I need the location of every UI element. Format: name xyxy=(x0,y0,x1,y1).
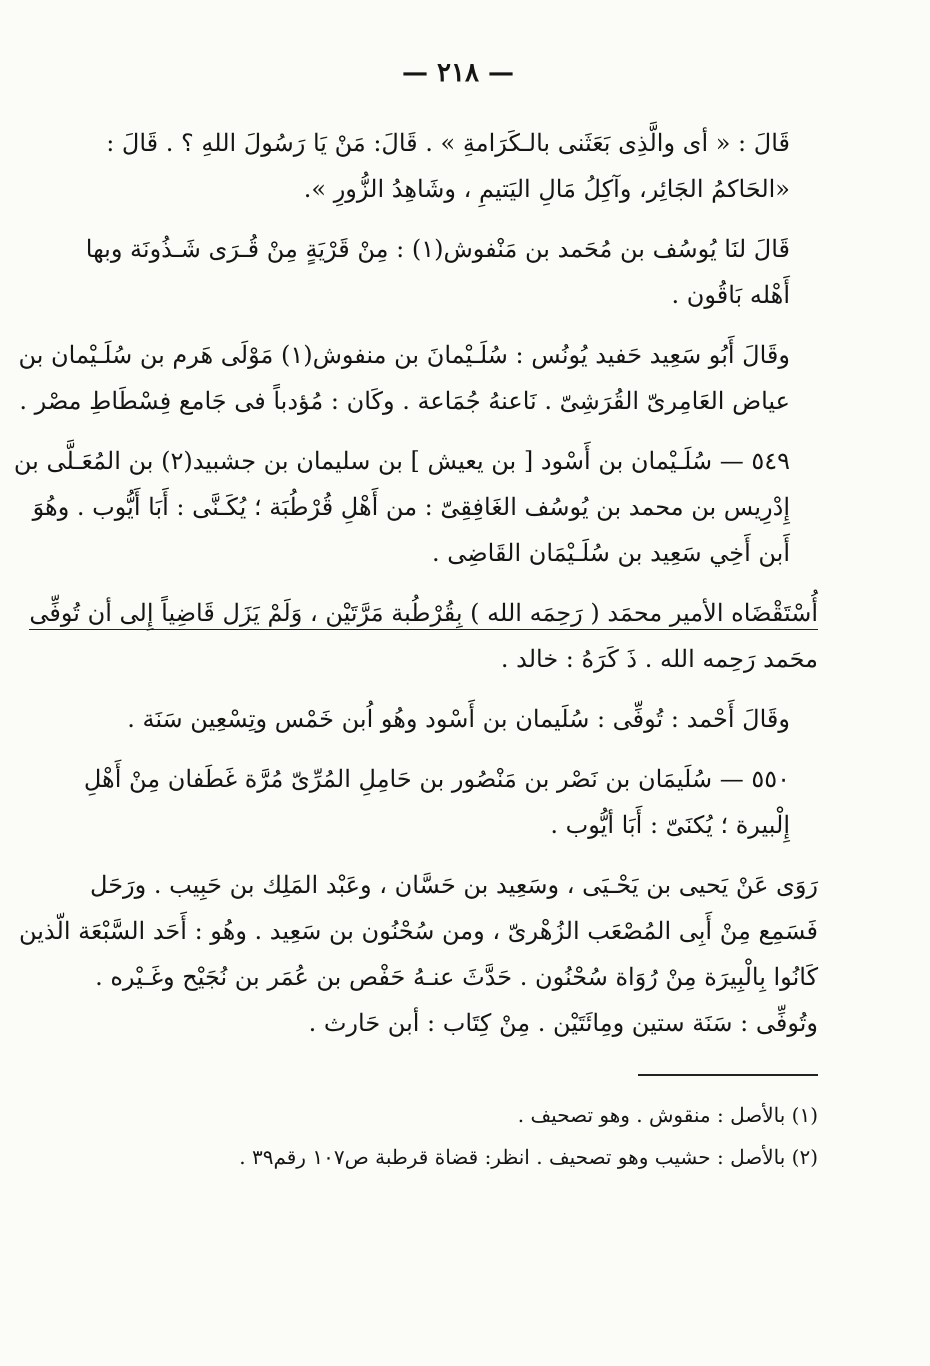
paragraph-3 xyxy=(18,332,818,424)
text-line: ٥٥٠ — سُلَيمَان بن نَصْر بن مَنْصُور بن حَامِلِ المُرِّىّ مُرَّة غَطَفان مِنْ أَهْلِ xyxy=(83,765,790,793)
footnote-divider xyxy=(638,1074,818,1076)
page-number: — ٢١٨ — xyxy=(401,58,515,88)
text-line: أَبن أَخِي سَعِيد بن سُلَـيْمَان القَاضِى . xyxy=(432,539,790,567)
entry-550 xyxy=(83,756,818,848)
text-line: عياض العَامِرىّ القُرَشِىّ . نَاعنهُ جُمَاعة . وكَان : مُؤدباً فى جَامع فِسْطَاطِ مصْر . xyxy=(19,387,790,415)
paragraph-1 xyxy=(98,120,818,212)
text-line: إِدْرِيس بن محمد بن يُوسُف الغَافِقِىّ : من أَهْلِ قُرْطُبَة ؛ يُكَـنَّى : أَبَا أَيُّوب . وهُوَ xyxy=(32,493,790,521)
paragraph-8 xyxy=(18,862,818,1046)
text-line: وتُوفِّى : سَنَة ستين ومِائَتَيْن . مِنْ كِتَاب : أبن حَارث . xyxy=(308,1009,818,1037)
text-line: كَانُوا بِالْبِيرَة مِنْ رُوَاة سُحْنُون . حَدَّثَ عنـهُ حَفْص بن عُمَر بن نُجَيْح وغَـيْره . xyxy=(95,963,818,991)
text-line: وقَالَ أَبُو سَعِيد حَفيد يُونُس : سُلَـيْمانَ بن منفوش(١) مَوْلَى هَرم بن سُلَـيْمان بن xyxy=(18,341,790,369)
footnote-1: (١) بالأصل : منقوش . وهو تصحيف . xyxy=(517,1103,818,1127)
footnotes xyxy=(98,1094,818,1178)
text-line: إِلْبيرة ؛ يُكنَىّ : أَبَا أيُّوب . xyxy=(550,811,790,839)
text-line: قَالَ : « أى والَّذِى بَعَثَنى بالـكَرَامةِ » . قَالَ: مَنْ يَا رَسُولَ اللهِ ؟ . قَالَ : xyxy=(106,129,790,157)
paragraph-6 xyxy=(98,696,818,742)
main-text xyxy=(13,120,818,1046)
text-line: قَالَ لنَا يُوسُف بن مُحَمد بن مَنْفوش(١) : مِنْ قَرْيَةٍ مِنْ قُـرَى شَـذُونَة وبها xyxy=(85,235,790,263)
text-line: أَهْله بَاقُون . xyxy=(671,281,790,309)
underlined-line: أُسْتَقْضَاه الأمير محمَد ( رَحِمَه الله ) بِقُرْطُبة مَرَّتَيْن ، وَلَمْ يَزَل قَاضِياً إِلى أن تُوفِّى xyxy=(29,599,818,630)
text-line: رَوَى عَنْ يَحيى بن يَحْـيَى ، وسَعِيد بن حَسَّان ، وعَبْد المَلِك بن حَبِيب . ورَحَل xyxy=(90,871,818,899)
text-line xyxy=(29,590,818,636)
paragraph-2 xyxy=(85,226,818,318)
text-line: وقَالَ أَحْمد : تُوفِّى : سُلَيمان بن أَسْود وهُو اُبن خَمْس وتِسْعِين سَنَة . xyxy=(127,705,790,733)
text-line: ٥٤٩ — سُلَـيْمان بن أَسْود [ بن يعيش ] بن سليمان بن جشبيد(٢) بن المُعَـلَّى بن xyxy=(13,447,790,475)
footnote-2: (٢) بالأصل : حشيب وهو تصحيف . انظر: قضاة قرطبة ص١٠٧ رقم٣٩ . xyxy=(239,1145,818,1169)
text-line: «الحَاكمُ الجَائِر، وآكِلُ مَالِ اليَتيمِ ، وشَاهِدُ الزُّورِ ». xyxy=(303,175,790,203)
paragraph-5 xyxy=(29,590,818,682)
text-line: محَمد رَحِمه الله . ذَ كَرَهُ : خالد . xyxy=(500,645,818,673)
text-line: فَسَمِع مِنْ أَبِى المُصْعَب الزُهْرىّ ، ومن سُحْنُون بن سَعِيد . وهُو : أَحَد السَّبْعَة الّذين xyxy=(18,917,818,945)
entry-549 xyxy=(13,438,818,576)
